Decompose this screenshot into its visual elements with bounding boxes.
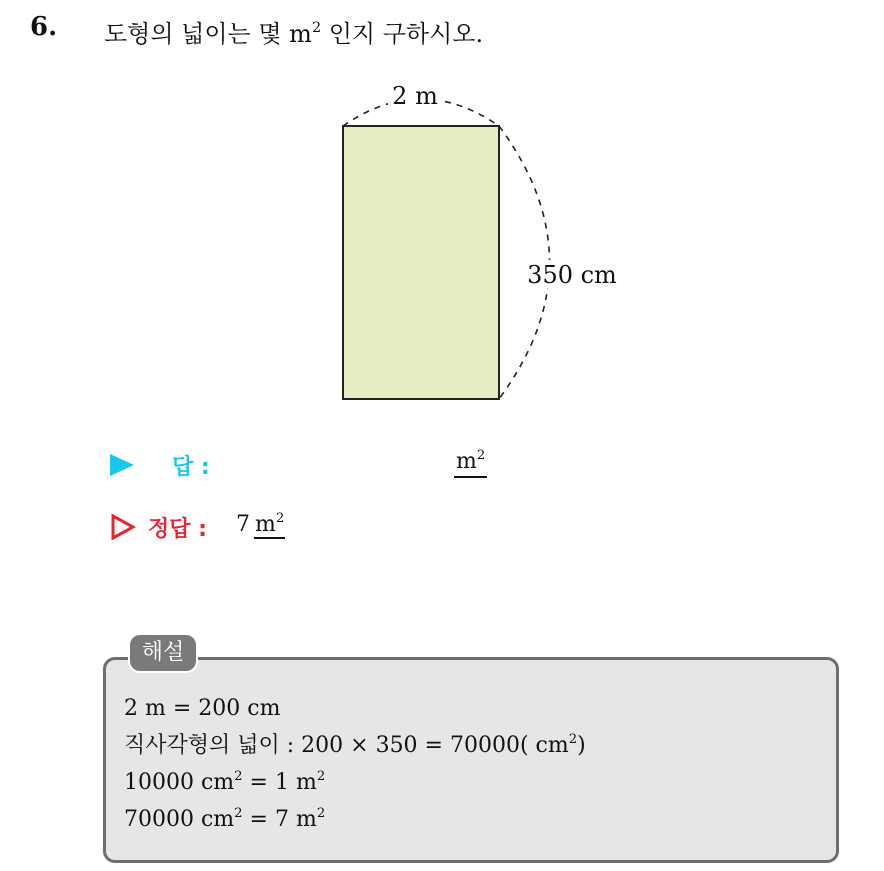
correct-answer-label: 정답 : (148, 517, 207, 542)
play-arrow-icon (110, 454, 134, 476)
correct-answer-row (110, 510, 410, 544)
question-number: 6. (30, 12, 58, 42)
explanation-line-text: 직사각형의 넓이 : 200 × 350 = 70000( cm (124, 733, 569, 758)
correct-answer-value-group (236, 510, 285, 540)
correct-answer-unit-sup: 2 (275, 510, 285, 526)
explanation-line (124, 727, 586, 764)
explanation-line-text: 10000 cm (124, 770, 235, 795)
question-text-end: 인지 구하시오. (321, 20, 484, 48)
explanation-line-sup: 2 (234, 805, 243, 821)
right-dimension-label: 350 cm (527, 261, 617, 289)
top-dimension-label: 2 m (392, 82, 438, 110)
answer-row (110, 448, 530, 482)
rectangle-shape (343, 126, 499, 399)
explanation-line-text: 2 m = 200 cm (124, 696, 281, 721)
explanation-tab: 해설 (128, 633, 198, 673)
outline-play-arrow-icon (110, 514, 136, 540)
explanation-line-text: 70000 cm (124, 807, 235, 832)
correct-answer-unit-text: m (255, 512, 276, 537)
explanation-line (124, 801, 586, 838)
explanation-line-text-end: ) (577, 733, 586, 758)
answer-label: 답 : (172, 455, 210, 480)
explanation-line-sup: 2 (568, 731, 578, 747)
answer-unit (454, 448, 487, 478)
correct-answer-value: 7 (236, 512, 250, 537)
answer-unit-sup: 2 (476, 447, 486, 463)
explanation-line-sup-end: 2 (316, 768, 326, 784)
explanation-line (124, 690, 586, 727)
answer-unit-text: m (456, 449, 477, 474)
correct-answer-unit (254, 512, 285, 539)
explanation-line-text-end: = 7 m (242, 807, 317, 832)
explanation-line-sup-end: 2 (316, 805, 326, 821)
explanation-line-text-end: = 1 m (242, 770, 317, 795)
question-text-main: 도형의 넓이는 몇 m (104, 20, 312, 48)
question-text-sup: 2 (311, 19, 322, 36)
explanation-line (124, 764, 586, 801)
explanation-lines (124, 690, 586, 838)
explanation-line-sup: 2 (234, 768, 243, 784)
